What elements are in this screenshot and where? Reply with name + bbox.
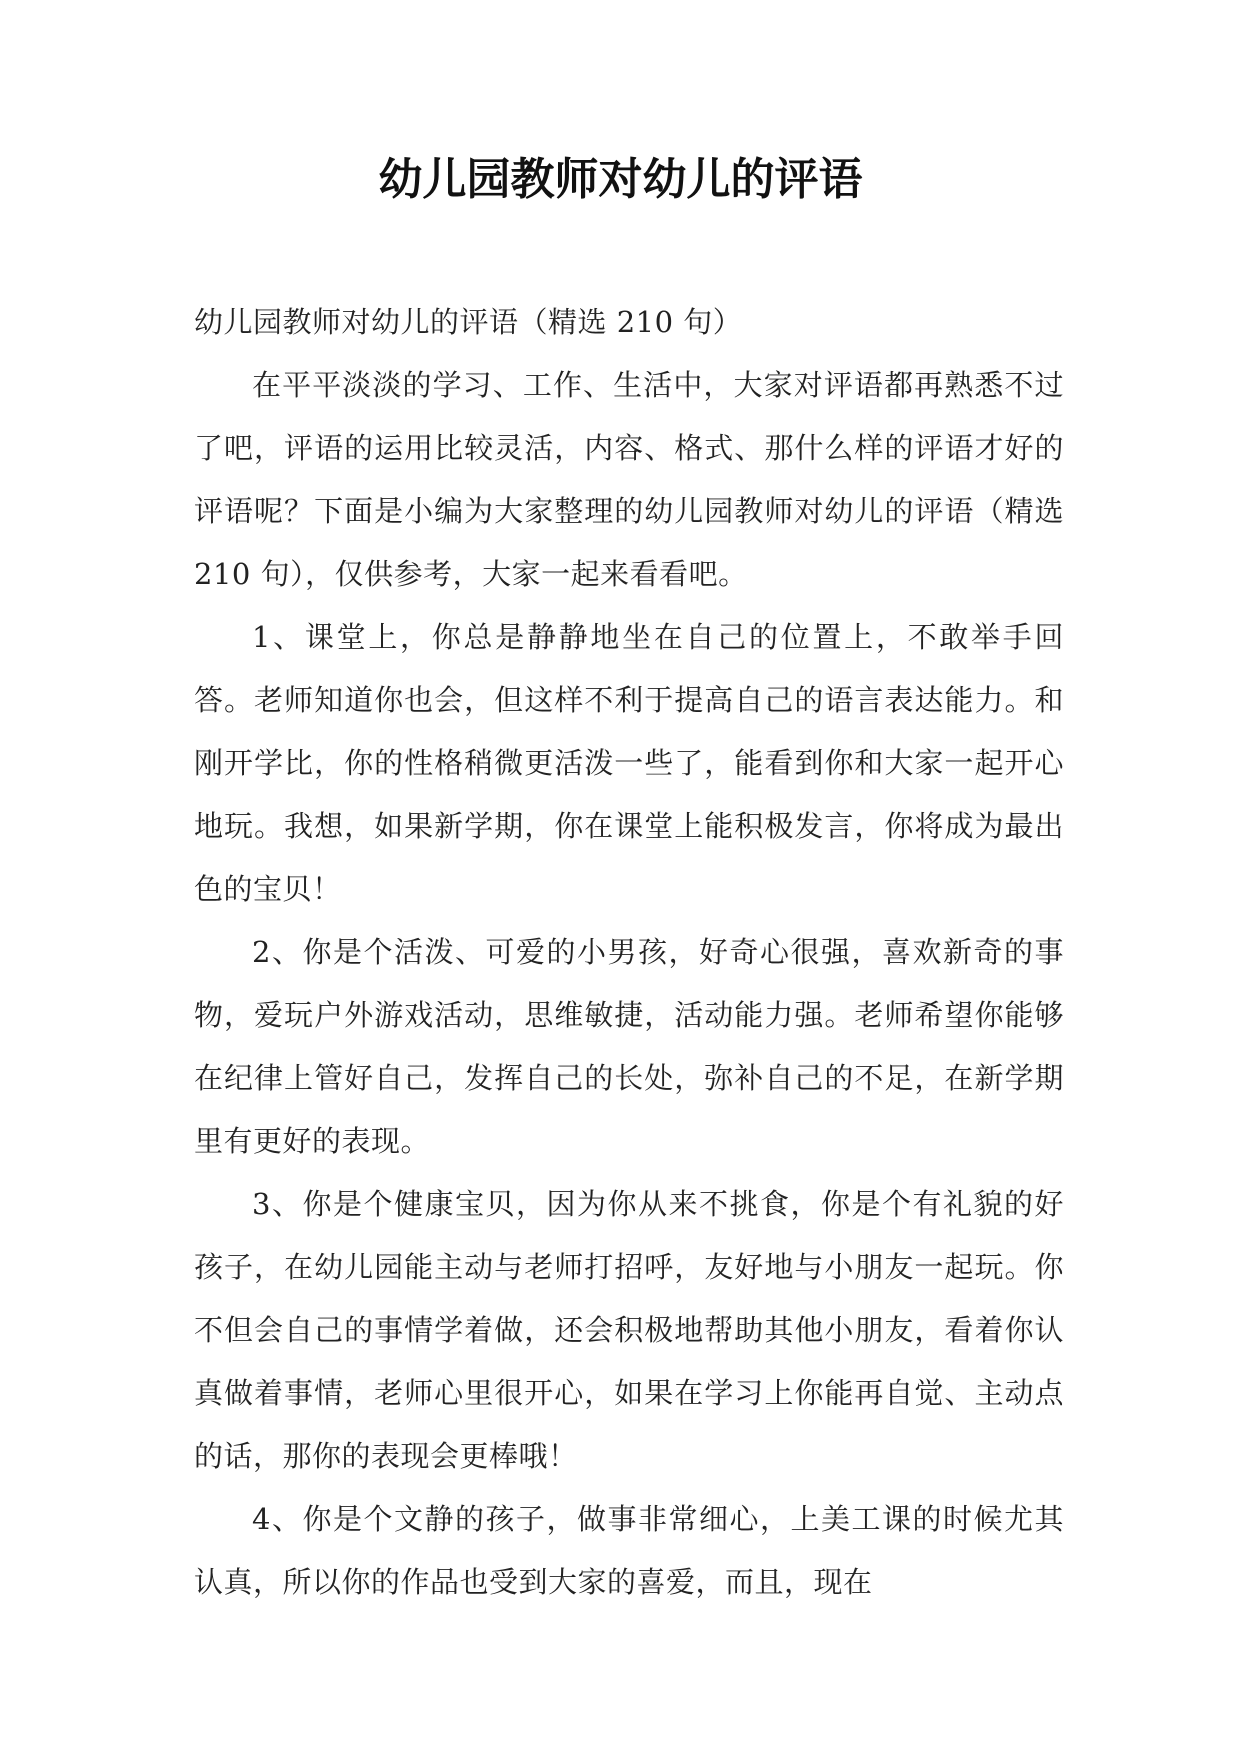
document-subtitle: 幼儿园教师对幼儿的评语（精选 210 句） — [194, 305, 743, 339]
document-title: 幼儿园教师对幼儿的评语 — [378, 154, 863, 205]
intro-paragraph: 在平平淡淡的学习、工作、生活中，大家对评语都再熟悉不过了吧，评语的运用比较灵活，内容、格式、那什么样的评语才好的评语呢？下面是小编为大家整理的幼儿园教师对幼儿的评语（精选 210 句），仅供参考，大家一起来看看吧。 — [194, 368, 1064, 591]
comment-paragraph-4: 4、你是个文静的孩子，做事非常细心，上美工课的时候尤其认真，所以你的作品也受到大家的喜爱，而且，现在 — [194, 1502, 1064, 1599]
document-body — [194, 291, 1064, 1614]
comment-paragraph-3: 3、你是个健康宝贝，因为你从来不挑食，你是个有礼貌的好孩子，在幼儿园能主动与老师打招呼，友好地与小朋友一起玩。你不但会自己的事情学着做，还会积极地帮助其他小朋友，看着你认真做着事情，老师心里很开心，如果在学习上你能再自觉、主动点的话，那你的表现会更棒哦！ — [194, 1187, 1064, 1473]
comment-paragraph-2: 2、你是个活泼、可爱的小男孩，好奇心很强，喜欢新奇的事物，爱玩户外游戏活动，思维敏捷，活动能力强。老师希望你能够在纪律上管好自己，发挥自己的长处，弥补自己的不足，在新学期里有更好的表现。 — [194, 935, 1064, 1158]
comment-paragraph-1: 1、课堂上，你总是静静地坐在自己的位置上，不敢举手回答。老师知道你也会，但这样不利于提高自己的语言表达能力。和刚开学比，你的性格稍微更活泼一些了，能看到你和大家一起开心地玩。我想，如果新学期，你在课堂上能积极发言，你将成为最出色的宝贝！ — [194, 620, 1064, 906]
